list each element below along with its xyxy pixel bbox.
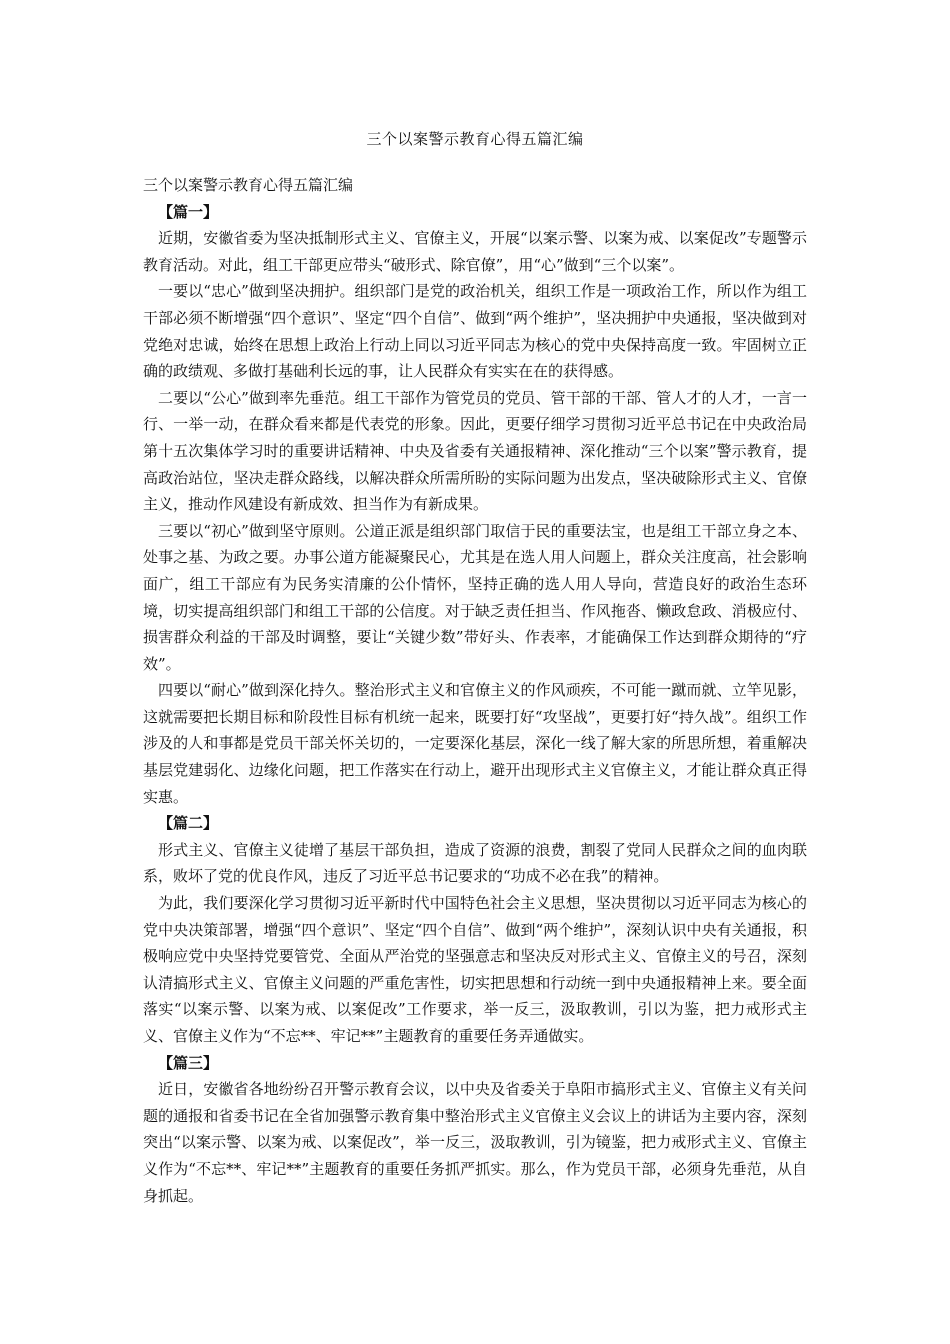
document-subtitle: 三个以案警示教育心得五篇汇编 bbox=[143, 176, 354, 194]
paragraph: 近期，安徽省委为坚决抵制形式主义、官僚主义，开展“以案示警、以案为戒、以案促改”专题警示教育活动。对此，组工干部更应带头“破形式、除官僚”，用“心”做到“三个以案”。 bbox=[143, 229, 807, 274]
paragraph: 近日，安徽省各地纷纷召开警示教育会议，以中央及省委关于阜阳市搞形式主义、官僚主义有关问题的通报和省委书记在全省加强警示教育集中整治形式主义官僚主义会议上的讲话为主要内容，深刻突出“以案示警、以案为戒、以案促改”，举一反三，汲取教训，引为镜鉴，把力戒形式主义、官僚主义作为“不忘**、牢记**”主题教育的重要任务抓严抓实。那么，作为党员干部，必须身先垂范，从自身抓起。 bbox=[143, 1080, 807, 1205]
document-body bbox=[143, 172, 807, 1209]
paragraph: 为此，我们要深化学习贯彻习近平新时代中国特色社会主义思想，坚决贯彻以习近平同志为核心的党中央决策部署，增强“四个意识”、坚定“四个自信”、做到“两个维护”，深刻认识中央有关通报，积极响应党中央坚持党要管党、全面从严治党的坚强意志和坚决反对形式主义、官僚主义的号召，深刻认清搞形式主义、官僚主义问题的严重危害性，切实把思想和行动统一到中央通报精神上来。要全面落实“以案示警、以案为戒、以案促改”工作要求，举一反三，汲取教训，引以为鉴，把力戒形式主义、官僚主义作为“不忘**、牢记**”主题教育的重要任务弄通做实。 bbox=[143, 894, 807, 1045]
document-title: 三个以案警示教育心得五篇汇编 bbox=[366, 130, 584, 148]
paragraph: 二要以“公心”做到率先垂范。组工干部作为管党员的党员、管干部的干部、管人才的人才，一言一行、一举一动，在群众看来都是代表党的形象。因此，更要仔细学习贯彻习近平总书记在中央政治局第十五次集体学习时的重要讲话精神、中央及省委有关通报精神、深化推动“三个以案”警示教育，提高政治站位，坚决走群众路线，以解决群众所需所盼的实际问题为出发点，坚决破除形式主义、官僚主义，推动作风建设有新成效、担当作为有新成果。 bbox=[143, 388, 807, 514]
paragraph: 一要以“忠心”做到坚决拥护。组织部门是党的政治机关，组织工作是一项政治工作，所以作为组工干部必须不断增强“四个意识”、坚定“四个自信”、做到“两个维护”，坚决拥护中央通报，坚决做到对党绝对忠诚，始终在思想上政治上行动上同以习近平同志为核心的党中央保持高度一致。牢固树立正确的政绩观、多做打基础利长远的事，让人民群众有实实在在的获得感。 bbox=[143, 282, 807, 381]
section-heading: 【篇二】 bbox=[158, 814, 219, 833]
paragraph: 四要以“耐心”做到深化持久。整治形式主义和官僚主义的作风顽疾，不可能一蹴而就、立竿见影，这就需要把长期目标和阶段性目标有机统一起来，既要打好“攻坚战”，更要打好“持久战”。组织工作涉及的人和事都是党员干部关怀关切的，一定要深化基层，深化一线了解大家的所思所想，着重解决基层党建弱化、边缘化问题，把工作落实在行动上，避开出现形式主义官僚主义，才能让群众真正得实惠。 bbox=[143, 681, 807, 806]
paragraph: 形式主义、官僚主义徒增了基层干部负担，造成了资源的浪费，割裂了党同人民群众之间的血肉联系，败坏了党的优良作风，违反了习近平总书记要求的“功成不必在我”的精神。 bbox=[143, 840, 807, 886]
section-heading: 【篇一】 bbox=[158, 202, 219, 221]
paragraph: 三要以“初心”做到坚守原则。公道正派是组织部门取信于民的重要法宝，也是组工干部立身之本、处事之基、为政之要。办事公道方能凝聚民心，尤其是在选人用人问题上，群众关注度高，社会影响面广，组工干部应有为民务实清廉的公仆情怀，坚持正确的选人用人导向，营造良好的政治生态环境，切实提高组织部门和组工干部的公信度。对于缺乏责任担当、作风拖沓、懒政怠政、消极应付、损害群众利益的干部及时调整，要让“关键少数”带好头、作表率，才能确保工作达到群众期待的“疗效”。 bbox=[143, 521, 807, 673]
section-heading: 【篇三】 bbox=[158, 1053, 219, 1072]
